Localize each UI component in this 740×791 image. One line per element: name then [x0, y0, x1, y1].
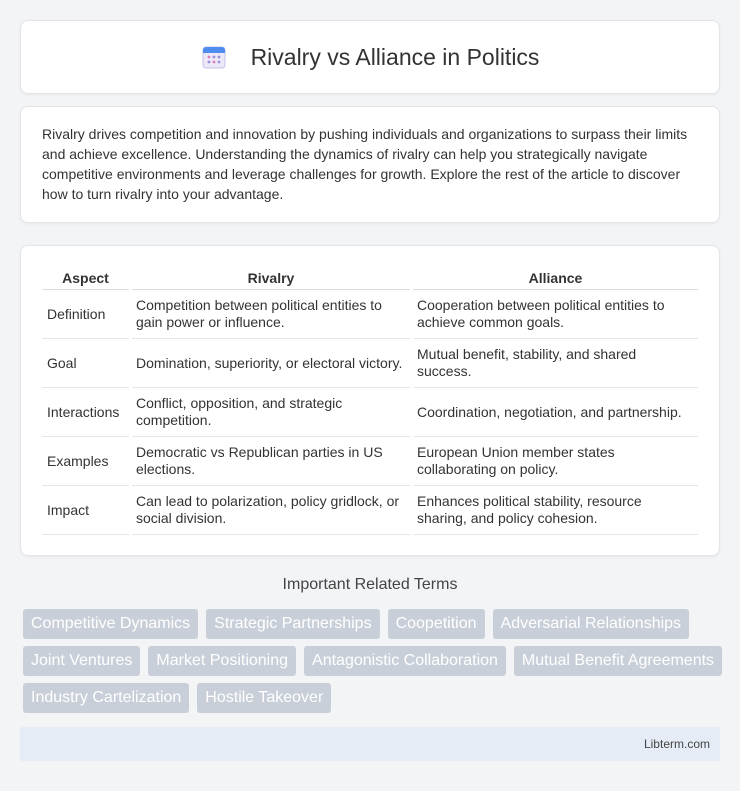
tag-competitive-dynamics[interactable]: Competitive Dynamics — [23, 609, 198, 639]
table-cell-aspect: Impact — [42, 486, 129, 535]
table-row — [42, 339, 698, 388]
table-row — [42, 290, 698, 339]
tag-joint-ventures[interactable]: Joint Ventures — [23, 646, 140, 676]
comparison-table — [39, 266, 701, 535]
table-cell-aspect: Examples — [42, 437, 129, 486]
table-cell-alliance: Cooperation between political entities to achieve common goals. — [413, 290, 698, 339]
table-cell-alliance: Coordination, negotiation, and partnership. — [413, 388, 698, 437]
related-terms-tags — [23, 609, 723, 713]
intro-card — [20, 106, 720, 223]
tag-adversarial-relationships[interactable]: Adversarial Relationships — [493, 609, 690, 639]
tag-market-positioning[interactable]: Market Positioning — [148, 646, 296, 676]
title-wrap — [201, 44, 540, 71]
table-cell-aspect: Definition — [42, 290, 129, 339]
header-aspect: Aspect — [42, 266, 129, 290]
table-cell-rivalry: Domination, superiority, or electoral victory. — [132, 339, 410, 388]
tag-coopetition[interactable]: Coopetition — [388, 609, 485, 639]
table-cell-rivalry: Democratic vs Republican parties in US elections. — [132, 437, 410, 486]
table-cell-alliance: European Union member states collaborating on policy. — [413, 437, 698, 486]
tag-strategic-partnerships[interactable]: Strategic Partnerships — [206, 609, 379, 639]
calendar-icon — [201, 44, 227, 70]
table-cell-rivalry: Can lead to polarization, policy gridlock, or social division. — [132, 486, 410, 535]
tag-industry-cartelization[interactable]: Industry Cartelization — [23, 683, 189, 713]
table-cell-alliance: Enhances political stability, resource sharing, and policy cohesion. — [413, 486, 698, 535]
table-cell-alliance: Mutual benefit, stability, and shared success. — [413, 339, 698, 388]
table-row — [42, 486, 698, 535]
related-terms-title: Important Related Terms — [282, 576, 458, 593]
footer — [20, 727, 720, 761]
table-row — [42, 388, 698, 437]
comparison-table-card — [20, 245, 720, 556]
table-cell-aspect: Goal — [42, 339, 129, 388]
table-cell-aspect: Interactions — [42, 388, 129, 437]
page-title: Rivalry vs Alliance in Politics — [250, 43, 540, 70]
header-card — [20, 20, 720, 94]
footer-link[interactable]: Libterm.com — [643, 737, 710, 751]
tag-mutual-benefit-agreements[interactable]: Mutual Benefit Agreements — [514, 646, 722, 676]
table-cell-rivalry: Competition between political entities to gain power or influence. — [132, 290, 410, 339]
table-row — [42, 437, 698, 486]
table-header-row — [42, 266, 698, 290]
table-cell-rivalry: Conflict, opposition, and strategic competition. — [132, 388, 410, 437]
intro-text: Rivalry drives competition and innovation by pushing individuals and organizations to surpass their limits and achieve excellence. Understanding the dynamics of rivalry can help you strategically navigate competitive environments and leverage challenges for growth. Explore the rest of the article to discover how to turn rivalry into your advantage. — [42, 126, 688, 202]
tag-antagonistic-collaboration[interactable]: Antagonistic Collaboration — [304, 646, 506, 676]
header-rivalry: Rivalry — [132, 266, 410, 290]
tag-hostile-takeover[interactable]: Hostile Takeover — [197, 683, 331, 713]
header-alliance: Alliance — [413, 266, 698, 290]
